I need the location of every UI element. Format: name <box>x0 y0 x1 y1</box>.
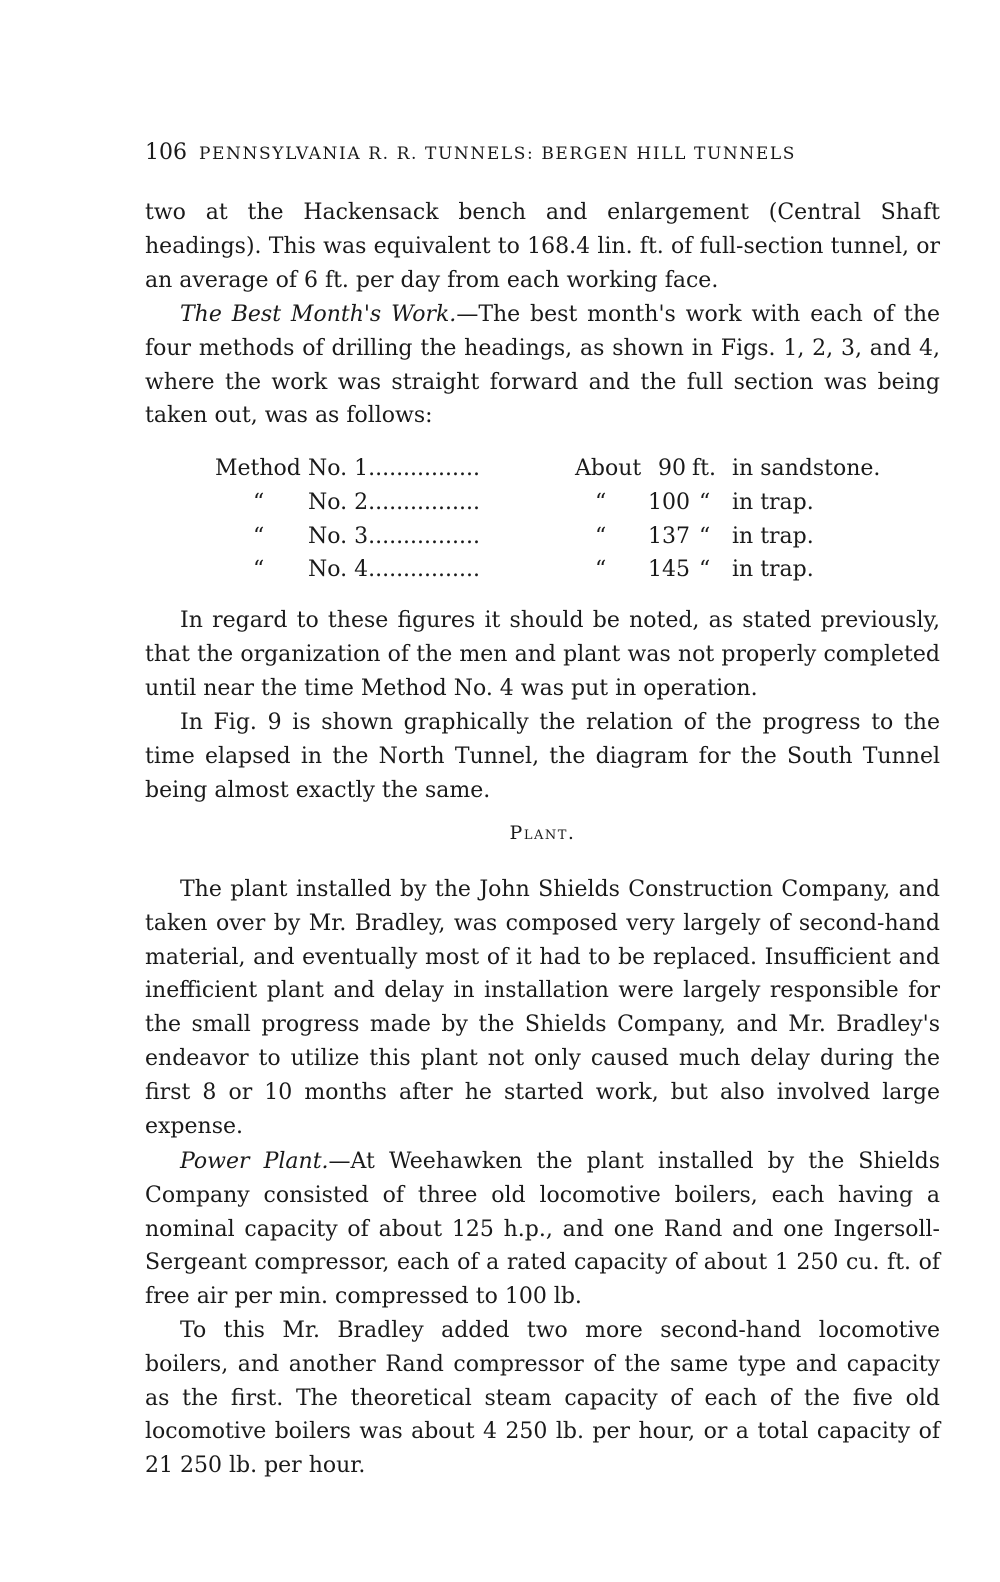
power-plant-text: —At Weehawken the plant installed by the Shields Company consisted of three old locomotive boilers, each having a nominal capacity of about 125 h.p., and one Rand and one Ingersoll-Sergeant compressor, each of a rated capacity of about 1 250 cu. ft. of free air per min. compressed to 100 lb. <box>145 1149 940 1310</box>
rock-type: in trap. <box>732 523 814 549</box>
advance-amount: 100 <box>648 489 690 515</box>
best-month-lead: The Best Month's Work. <box>180 302 457 327</box>
page-number: 106 <box>145 140 187 165</box>
ditto-mark: “ <box>699 557 711 583</box>
ditto-mark: “ <box>253 489 265 515</box>
paragraph-best-month <box>145 298 940 433</box>
paragraph-power-plant <box>145 1145 940 1314</box>
ditto-mark: “ <box>595 557 607 583</box>
advance-amount: 90 <box>658 456 686 481</box>
method-number: No. 4................ <box>308 557 480 583</box>
method-number: No. 3................ <box>308 523 480 549</box>
method-number: No. 2................ <box>308 489 480 515</box>
ditto-mark: “ <box>699 523 711 549</box>
paragraph-additions: To this Mr. Bradley added two more second-hand locomotive boilers, and another Rand compressor of the same type and capacity as the first. The theoretical steam capacity of each of the five old locomotive boilers was about 4 250 lb. per hour, or a total capacity of 21 250 lb. per hour. <box>145 1318 940 1479</box>
advance-amount: 145 <box>648 557 690 583</box>
best-month-text: —The best month's work with each of the four methods of drilling the headings, as shown in Figs. 1, 2, 3, and 4, where the work was straight forward and the full section was being taken out, was as follows: <box>145 302 941 429</box>
ditto-mark: “ <box>595 489 607 515</box>
rock-type: in trap. <box>732 489 814 515</box>
section-heading-plant: Plant. <box>509 822 576 844</box>
paragraph-figures-note: In regard to these figures it should be noted, as stated previously, that the organization of the men and plant was not properly completed until near the time Method No. 4 was put in operation. <box>145 608 940 701</box>
unit-label: ft. <box>692 456 716 481</box>
running-title: PENNSYLVANIA R. R. TUNNELS: BERGEN HILL TUNNELS <box>199 144 796 164</box>
ditto-mark: “ <box>595 523 607 549</box>
paragraph-plant: The plant installed by the John Shields Construction Company, and taken over by Mr. Bradley, was composed very largely of second-hand material, and eventually most of it had to be replaced. Insufficient and inefficient plant and delay in installation were largely responsible for the small progress made by the Shields Company, and Mr. Bradley's endeavor to utilize this plant not only caused much delay during the first 8 or 10 months after he started work, but also involved large expense. <box>145 877 940 1139</box>
about-label: About <box>575 456 642 481</box>
advance-amount: 137 <box>648 523 690 549</box>
ditto-mark: “ <box>699 489 711 515</box>
ditto-mark: “ <box>253 557 265 583</box>
method-number: No. 1................ <box>308 456 480 481</box>
rock-type: in trap. <box>732 557 814 583</box>
running-header <box>145 140 796 165</box>
paragraph-continued: two at the Hackensack bench and enlargement (Central Shaft headings). This was equivalent to 168.4 lin. ft. of full-section tunnel, or an average of 6 ft. per day from each working face. <box>145 200 940 293</box>
ditto-mark: “ <box>253 523 265 549</box>
paragraph-fig9: In Fig. 9 is shown graphically the relation of the progress to the time elapsed in the North Tunnel, the diagram for the South Tunnel being almost exactly the same. <box>145 710 940 803</box>
power-plant-lead: Power Plant. <box>180 1149 329 1174</box>
rock-type: in sandstone. <box>732 456 881 481</box>
method-label: Method <box>215 456 301 481</box>
